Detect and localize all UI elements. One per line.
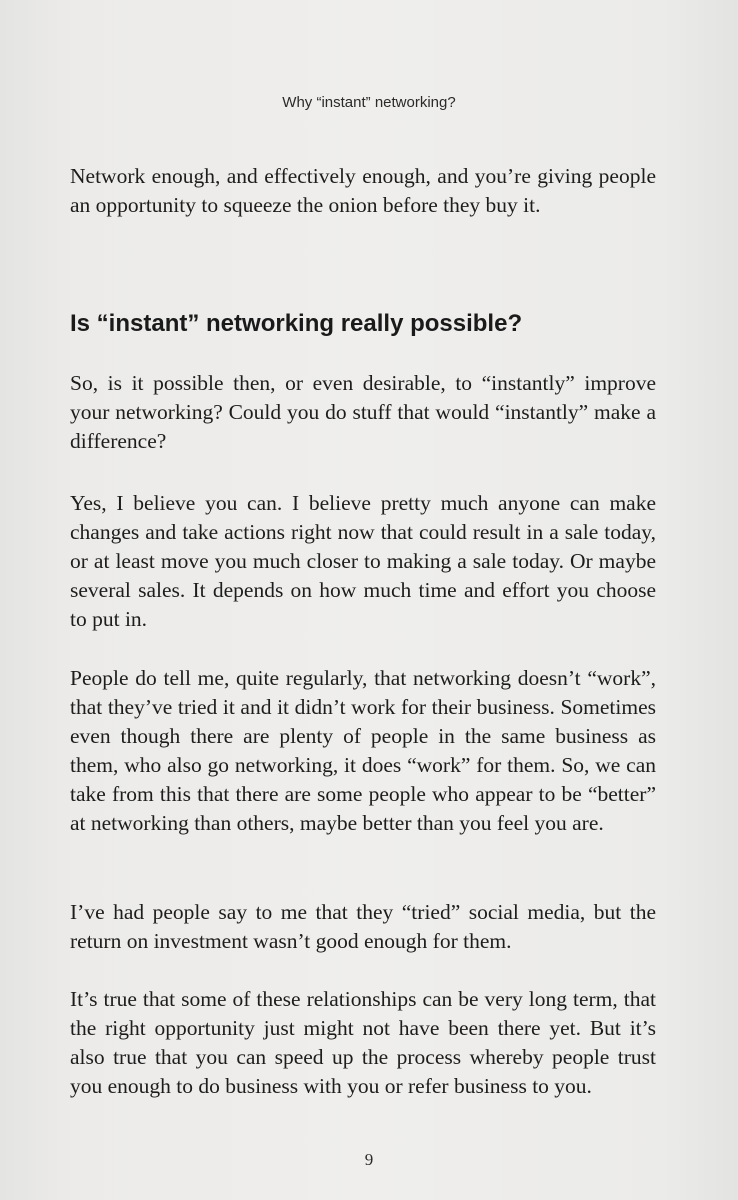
- paragraph-3: People do tell me, quite regularly, that networking doesn’t “work”, that they’ve tried it and it didn’t work for their business. Sometimes even though there are plenty of people in the same business as them, who also go networking, it does “work” for them. So, we can take from this that there are some people who appear to be “better” at networking than others, maybe better than you feel you are.: [70, 666, 656, 835]
- paragraph-5: It’s true that some of these relationships can be very long term, that the right opportunity just might not have been there yet. But it’s also true that you can speed up the process whereby people trust you enough to do business with you or refer business to you.: [70, 987, 656, 1098]
- paragraph-4: I’ve had people say to me that they “tried” social media, but the return on investment wasn’t good enough for them.: [70, 900, 656, 953]
- paragraph-2: Yes, I believe you can. I believe pretty much anyone can make changes and take actions right now that could result in a sale today, or at least move you much closer to making a sale today. Or maybe several sales. It depends on how much time and effort you choose to put in.: [70, 491, 656, 631]
- paragraph-1: So, is it possible then, or even desirable, to “instantly” improve your networking? Could you do stuff that would “instantly” make a difference?: [70, 371, 656, 453]
- section-heading: Is “instant” networking really possible?: [70, 310, 523, 337]
- intro-paragraph: Network enough, and effectively enough, and you’re giving people an opportunity to squeeze the onion before they buy it.: [70, 164, 656, 217]
- running-head: Why “instant” networking?: [282, 94, 456, 111]
- page-number: 9: [364, 1150, 374, 1169]
